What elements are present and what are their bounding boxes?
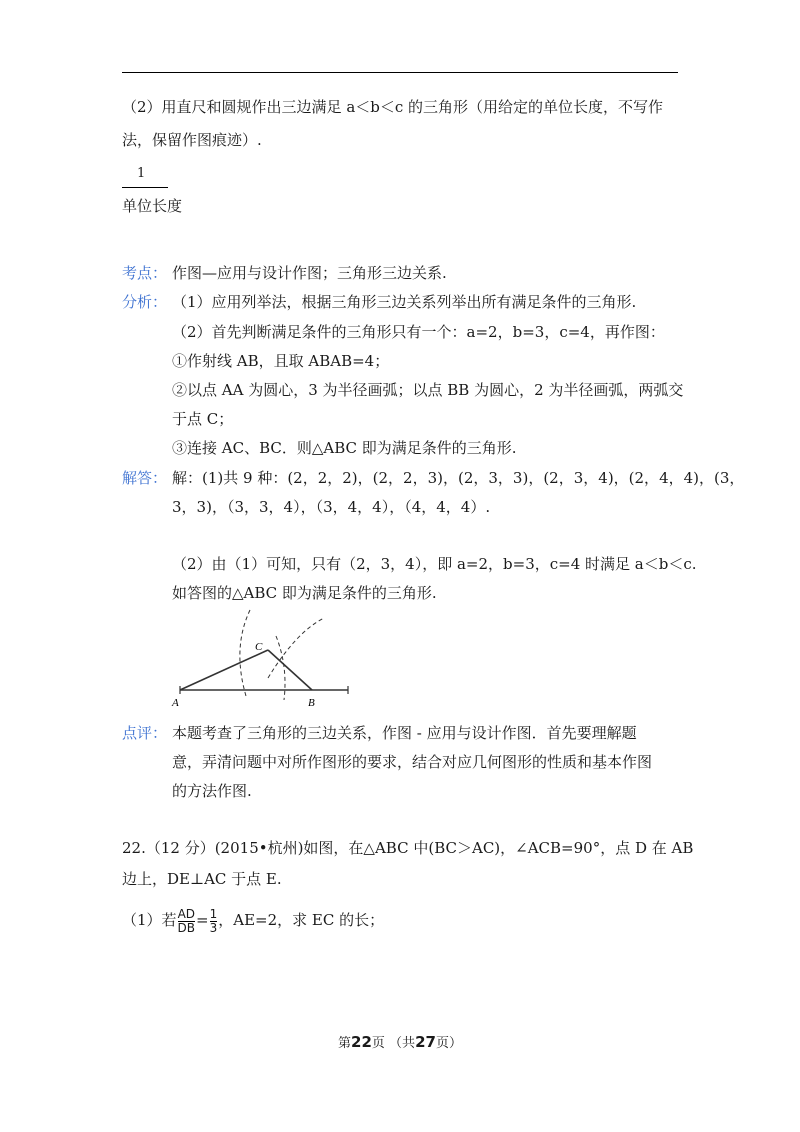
fenxi-label: 分析：: [122, 293, 168, 311]
jieda-line1: [122, 468, 744, 488]
vertex-label-c: C: [255, 641, 263, 653]
arc-from-a: [240, 610, 250, 696]
dianping-text: 本题考查了三角形的三边关系，作图 - 应用与设计作图．首先要理解题: [172, 724, 637, 742]
jieda-label: 解答：: [122, 469, 168, 487]
q22-part1-prefix: （1）若: [122, 911, 177, 929]
footer-pre: 第: [338, 1036, 352, 1051]
q22-part1: [122, 906, 384, 935]
q22-line2: 边上，DE⊥AC 于点 E.: [122, 870, 282, 888]
unit-length-label: 单位长度: [122, 197, 183, 215]
vertex-label-b: B: [308, 697, 315, 709]
dianping-line1: [122, 723, 637, 743]
fraction-one-third: [210, 908, 218, 935]
kaodian-label: 考点：: [122, 264, 168, 282]
triangle-construction-figure: [170, 608, 360, 712]
dianping-line2: 意，弄清问题中对所作图形的要求，结合对应几何图形的性质和基本作图: [172, 753, 653, 771]
fraction2-numerator: 1: [209, 906, 218, 921]
kaodian-text: 作图—应用与设计作图；三角形三边关系.: [172, 264, 447, 282]
fraction-equals: =: [196, 911, 209, 929]
vertex-label-a: A: [172, 697, 179, 709]
unit-length-bar: [122, 187, 168, 188]
page-footer: [0, 1032, 800, 1051]
footer-total-pages: 27: [415, 1033, 436, 1051]
fraction-numerator: AD: [177, 906, 196, 921]
unit-length-number: 1: [137, 166, 146, 181]
fenxi-line4: ②以点 AA 为圆心，3 为半径画弧；以点 BB 为圆心，2 为半径画弧，两弧交: [172, 381, 684, 399]
jieda-text: 解：(1)共 9 种：(2，2，2)，(2，2，3)，(2，3，3)，(2，3，4)，(2，4，4)，(3，: [172, 469, 745, 487]
q22-line1: 22.（12 分）(2015•杭州)如图，在△ABC 中(BC＞AC)，∠ACB=90°，点 D 在 AB: [122, 839, 694, 857]
footer-post: 页）: [435, 1036, 462, 1051]
part2-question-line2: 法，保留作图痕迹）.: [122, 131, 262, 149]
fenxi-text: （1）应用列举法，根据三角形三边关系列举出所有满足条件的三角形.: [172, 293, 637, 311]
fenxi-line2: （2）首先判断满足条件的三角形只有一个：a=2，b=3，c=4，再作图：: [172, 323, 665, 341]
fenxi-line6: ③连接 AC、BC．则△ABC 即为满足条件的三角形.: [172, 439, 517, 457]
header-rule: [122, 72, 678, 73]
q22-part1-suffix: ，AE=2，求 EC 的长；: [218, 911, 385, 929]
side-ac: [180, 650, 268, 690]
fenxi-line3: ①作射线 AB，且取 ABAB=4；: [172, 352, 390, 370]
footer-page-number: 22: [351, 1033, 372, 1051]
side-bc: [268, 650, 312, 690]
fenxi-line5: 于点 C；: [172, 410, 234, 428]
jieda-line4: 如答图的△ABC 即为满足条件的三角形.: [172, 584, 437, 602]
fraction-ad-db: [178, 908, 195, 935]
dianping-line3: 的方法作图.: [172, 782, 252, 800]
jieda-line2: 3，3)，（3，3，4），（3，4，4），（4，4，4）.: [172, 498, 491, 516]
arc-from-b-upper: [268, 618, 324, 678]
part2-question-line1: （2）用直尺和圆规作出三边满足 a＜b＜c 的三角形（用给定的单位长度，不写作: [122, 98, 664, 116]
footer-mid: 页 （共: [371, 1036, 416, 1051]
fraction-denominator: DB: [177, 920, 196, 935]
fenxi-line1: [122, 292, 636, 312]
kaodian-line: [122, 263, 447, 283]
dianping-label: 点评：: [122, 724, 168, 742]
fraction2-denominator: 3: [209, 920, 218, 935]
jieda-line3: （2）由（1）可知，只有（2，3，4），即 a=2，b=3，c=4 时满足 a＜b＜c.: [172, 555, 697, 573]
